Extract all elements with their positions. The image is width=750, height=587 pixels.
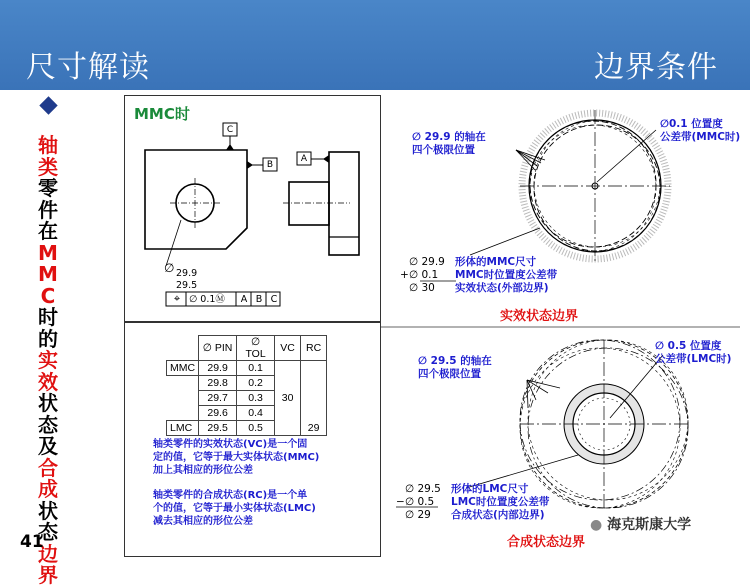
calc-value: ∅ 30 (409, 282, 435, 294)
calc-value: ∅ 0.1 (409, 269, 439, 281)
sidebar-char: 在 (38, 219, 58, 243)
text-line: 公差带(MMC时) (660, 131, 741, 143)
position-icon: ⌖ (173, 292, 181, 305)
text-line: 加上其相应的形位公差 (153, 465, 253, 476)
table-cell: 29.5 (199, 421, 237, 436)
sidebar-char: 状 (38, 391, 58, 415)
text-line: ∅0.1 位置度 (660, 118, 723, 130)
text-line: 定的值，它等于最大实体状态(MMC) (153, 452, 320, 463)
datum-b-label: B (266, 160, 274, 170)
calc-row (396, 496, 549, 509)
fcf-datum-3: C (270, 294, 278, 305)
vc-note (153, 438, 319, 477)
rc-value: 29 (301, 421, 327, 436)
table-cell: 29.6 (199, 406, 237, 421)
calc-operator (396, 483, 405, 496)
datum-a-label: A (300, 154, 308, 164)
text-line: 个的值，它等于最小实体状态(LMC) (153, 503, 316, 514)
calc-row (400, 256, 557, 269)
calc-operator: + (400, 269, 409, 281)
calc-operator (400, 256, 409, 269)
vc-zone-label (660, 118, 740, 144)
sidebar-char: 边 (38, 541, 58, 566)
table-row (167, 361, 327, 376)
table-cell: 0.1 (237, 361, 275, 376)
dim-min: 29.5 (176, 280, 198, 291)
rc-zone-label (655, 340, 731, 366)
table-cell: 0.5 (237, 421, 275, 436)
sidebar-char: 零 (38, 176, 58, 200)
sidebar-char: 界 (38, 563, 58, 587)
dim-max: 29.9 (176, 268, 198, 279)
sidebar-char: 效 (38, 369, 58, 394)
fcf-tolerance: ∅ 0.1Ⓜ (189, 294, 225, 305)
vc-diagram (470, 110, 670, 262)
calc-row (396, 483, 549, 496)
dim-symbol: ∅ (164, 261, 175, 275)
rc-caption: 合成状态边界 (507, 535, 586, 550)
sidebar-char: M (38, 240, 58, 265)
datum-c-label: C (226, 125, 234, 135)
sidebar-char: M (38, 262, 58, 286)
table-cell (167, 376, 199, 391)
drawing-title: MMC时 (134, 105, 190, 123)
text-line: 减去其相应的形位公差 (153, 516, 253, 527)
rc-note (153, 489, 316, 528)
vc-caption: 实效状态边界 (500, 309, 579, 324)
calc-value: ∅ 29.9 (409, 256, 445, 268)
fcf-datum-1: A (240, 294, 248, 305)
table-row (167, 421, 327, 436)
sidebar-char: 轴 (38, 133, 58, 157)
calc-row (400, 282, 557, 295)
page-number: 41 (20, 532, 44, 552)
calc-text: 实效状态(外部边界) (455, 282, 549, 294)
calc-operator (396, 509, 405, 522)
side-view-pin (289, 182, 329, 225)
calc-value: ∅ 29.5 (405, 483, 441, 495)
calc-operator: − (396, 496, 405, 508)
calc-text: MMC时位置度公差带 (455, 269, 558, 281)
text-line: 公差带(LMC时) (655, 353, 732, 365)
calc-value: ∅ 29 (405, 509, 431, 521)
text-line: 轴类零件的实效状态(VC)是一个固 (153, 439, 308, 450)
fcf-datum-2: B (255, 294, 263, 305)
table-header-cell: ∅ PIN (199, 336, 237, 361)
calc-text: 合成状态(内部边界) (451, 509, 545, 521)
text-line: ∅ 29.9 的轴在 (412, 131, 486, 143)
sidebar-char: 及 (38, 434, 58, 458)
table-cell: LMC (167, 421, 199, 436)
table-cell: 0.2 (237, 376, 275, 391)
table-cell: 29.9 (199, 361, 237, 376)
calc-operator (400, 282, 409, 295)
text-line: ∅ 0.5 位置度 (655, 340, 722, 352)
side-view-body (329, 152, 359, 255)
calc-value: ∅ 0.5 (405, 496, 435, 508)
wechat-icon: ● (590, 517, 603, 533)
text-line: ∅ 29.5 的轴在 (418, 355, 492, 367)
table-header-cell: VC (275, 336, 301, 361)
sidebar-char: 实 (38, 348, 58, 372)
calc-row (396, 509, 549, 522)
tolerance-table (166, 335, 327, 436)
calc-text: 形体的LMC尺寸 (451, 483, 529, 495)
table-cell: 0.4 (237, 406, 275, 421)
table-cell (167, 406, 199, 421)
sidebar-char: C (40, 283, 56, 308)
text-line: 轴类零件的合成状态(RC)是一个单 (153, 490, 308, 501)
calc-row (400, 269, 557, 282)
table-cell: 0.3 (237, 391, 275, 406)
vc-value: 30 (275, 361, 301, 436)
text-line: 四个极限位置 (412, 144, 475, 156)
sidebar-char: 成 (38, 477, 58, 501)
table-cell: 29.8 (199, 376, 237, 391)
sidebar-char: 态 (38, 520, 58, 544)
table-header-cell (167, 336, 199, 361)
text-line: 四个极限位置 (418, 368, 481, 380)
table-header-cell: ∅ TOL (237, 336, 275, 361)
header-title-left: 尺寸解读 (26, 50, 150, 85)
sidebar-char: 时 (38, 305, 58, 329)
vc-axis-label (412, 131, 486, 157)
calc-text: LMC时位置度公差带 (451, 496, 550, 508)
watermark-logo (590, 514, 691, 534)
table-cell: 29.7 (199, 391, 237, 406)
header-title-right: 边界条件 (594, 50, 718, 85)
calc-text: 形体的MMC尺寸 (455, 256, 537, 268)
rc-calculation (396, 483, 549, 522)
sidebar-char: 合 (38, 455, 58, 480)
sidebar-char: 件 (38, 197, 58, 222)
watermark-text: 海克斯康大学 (607, 517, 692, 533)
vc-calculation (400, 256, 557, 295)
rc-axis-label (418, 355, 492, 381)
part-plate-outline (145, 150, 247, 249)
sidebar-char: 状 (38, 498, 58, 523)
table-header-cell: RC (301, 336, 327, 361)
table-cell (167, 391, 199, 406)
sidebar-char: 的 (38, 326, 58, 351)
table-cell: MMC (167, 361, 199, 376)
sidebar-char: 类 (38, 154, 58, 179)
sidebar-char: 态 (38, 412, 58, 437)
